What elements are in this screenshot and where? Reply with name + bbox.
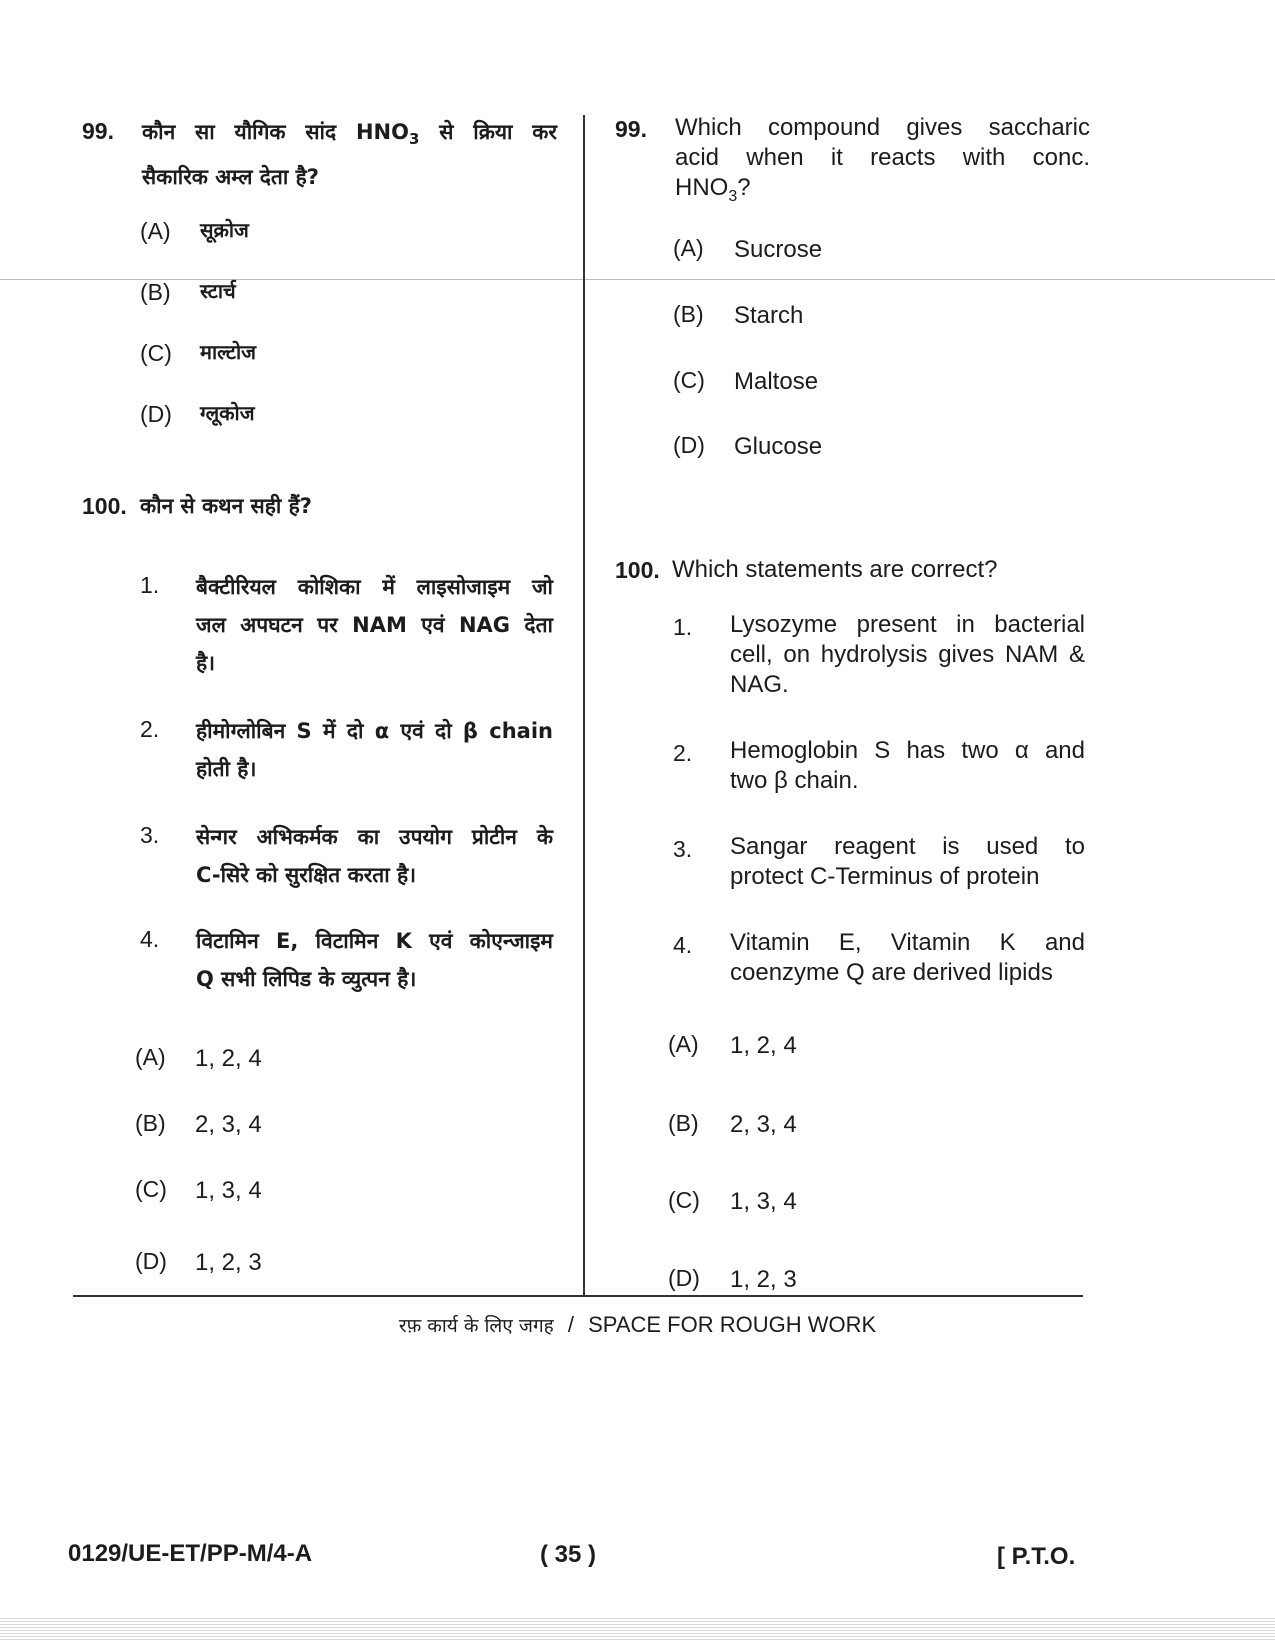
statement-line: two β chain. xyxy=(730,767,859,794)
statement-line: बैक्टीरियल कोशिका में लाइसोजाइम जो xyxy=(196,575,553,599)
statement-text xyxy=(196,568,553,682)
statement-line: Vitamin E, Vitamin K and xyxy=(730,929,1085,956)
option-label: (D) xyxy=(668,1265,700,1291)
option-text: 1, 2, 3 xyxy=(730,1266,797,1293)
option-text: 1, 2, 4 xyxy=(195,1045,262,1072)
english-q99-line3: $HNO_3$? xyxy=(675,174,751,205)
statement-text xyxy=(730,736,1085,796)
option-text: स्टार्च xyxy=(200,279,236,303)
pto-label: [ P.T.O. xyxy=(997,1543,1076,1570)
hindi-q99-line2: सैकारिक अम्ल देता है? xyxy=(142,165,319,190)
rough-work-english: SPACE FOR ROUGH WORK xyxy=(588,1312,877,1337)
option-label: (C) xyxy=(140,340,172,366)
statement-number: 2. xyxy=(673,740,693,766)
rough-work-separator: / xyxy=(567,1312,574,1337)
option-text: 2, 3, 4 xyxy=(730,1111,797,1138)
option-text: Starch xyxy=(734,302,804,329)
option-label: (A) xyxy=(673,235,704,261)
rough-work-hindi: रफ़ कार्य के लिए जगह xyxy=(398,1315,554,1337)
statement-line: C-सिरे को सुरक्षित करता है। xyxy=(196,863,417,887)
statement-line: Q सभी लिपिड के व्युत्पन है। xyxy=(196,967,417,991)
option-label: (C) xyxy=(135,1176,167,1202)
english-q99-question xyxy=(675,113,1090,212)
page-number: ( 35 ) xyxy=(540,1541,597,1568)
statement-line: जल अपघटन पर NAM एवं NAG देता xyxy=(196,613,553,637)
statement-line: विटामिन E, विटामिन K एवं कोएन्जाइम xyxy=(196,929,553,953)
statement-text xyxy=(730,832,1085,892)
statement-line: है। xyxy=(196,651,216,675)
statement-line: coenzyme Q are derived lipids xyxy=(730,959,1053,986)
statement-number: 3. xyxy=(140,822,160,848)
option-label: (B) xyxy=(135,1110,166,1136)
statement-line: हीमोग्लोबिन S में दो α एवं दो β chain xyxy=(196,719,553,743)
statement-number: 3. xyxy=(673,836,693,862)
statement-text xyxy=(730,928,1085,988)
english-q99-line1: Which compound gives saccharic xyxy=(675,114,1090,141)
statement-line: cell, on hydrolysis gives NAM & xyxy=(730,641,1085,668)
option-label: (D) xyxy=(140,401,172,427)
option-text: माल्टोज xyxy=(200,340,256,364)
option-text: 1, 2, 3 xyxy=(195,1249,262,1276)
paper-code: 0129/UE-ET/PP-M/4-A xyxy=(68,1540,313,1567)
option-text: सूक्रोज xyxy=(200,218,249,242)
column-divider xyxy=(583,115,585,1295)
rough-work-label xyxy=(0,1312,1275,1338)
option-label: (A) xyxy=(140,218,171,244)
statement-line: protect C-Terminus of protein xyxy=(730,863,1040,890)
statement-text xyxy=(196,818,553,894)
statement-text xyxy=(196,922,553,998)
option-label: (D) xyxy=(135,1248,167,1274)
hindi-q100-number: 100. xyxy=(82,493,127,519)
option-text: 1, 3, 4 xyxy=(195,1177,262,1204)
option-text: Maltose xyxy=(734,368,819,395)
option-text: 1, 2, 4 xyxy=(730,1032,797,1059)
english-q100-number: 100. xyxy=(615,557,660,583)
statement-line: Sangar reagent is used to xyxy=(730,833,1085,860)
option-label: (C) xyxy=(673,367,705,393)
option-label: (B) xyxy=(668,1110,699,1136)
hindi-q100-question: कौन से कथन सही हैं? xyxy=(140,494,312,518)
option-label: (C) xyxy=(668,1187,700,1213)
bottom-rule xyxy=(73,1295,1083,1297)
english-q100-question: Which statements are correct? xyxy=(672,556,998,583)
scan-stripes xyxy=(0,1618,1275,1642)
statement-number: 1. xyxy=(140,572,160,598)
english-q99-number: 99. xyxy=(615,116,647,142)
hindi-q99-number: 99. xyxy=(82,118,114,144)
option-text: 1, 3, 4 xyxy=(730,1188,797,1215)
statement-line: Lysozyme present in bacterial xyxy=(730,611,1085,638)
option-label: (A) xyxy=(668,1031,699,1057)
option-label: (A) xyxy=(135,1044,166,1070)
hindi-q99-line1: कौन सा यौगिक सांद $HNO_3$ से क्रिया कर xyxy=(142,120,557,149)
english-q99-line2: acid when it reacts with conc. xyxy=(675,144,1090,171)
statement-text xyxy=(730,610,1085,700)
statement-line: होती है। xyxy=(196,757,257,781)
option-label: (D) xyxy=(673,432,705,458)
scan-line xyxy=(0,279,1275,280)
statement-number: 2. xyxy=(140,716,160,742)
option-text: Glucose xyxy=(734,433,823,460)
statement-line: सेन्गर अभिकर्मक का उपयोग प्रोटीन के xyxy=(196,825,553,849)
option-text: ग्लूकोज xyxy=(200,401,255,425)
hindi-q99-question xyxy=(142,113,557,196)
option-text: Sucrose xyxy=(734,236,823,263)
statement-text xyxy=(196,712,553,788)
option-label: (B) xyxy=(673,301,704,327)
option-text: 2, 3, 4 xyxy=(195,1111,262,1138)
option-label: (B) xyxy=(140,279,171,305)
statement-number: 1. xyxy=(673,614,693,640)
statement-line: Hemoglobin S has two α and xyxy=(730,737,1085,764)
statement-number: 4. xyxy=(140,926,160,952)
statement-line: NAG. xyxy=(730,671,789,698)
statement-number: 4. xyxy=(673,932,693,958)
